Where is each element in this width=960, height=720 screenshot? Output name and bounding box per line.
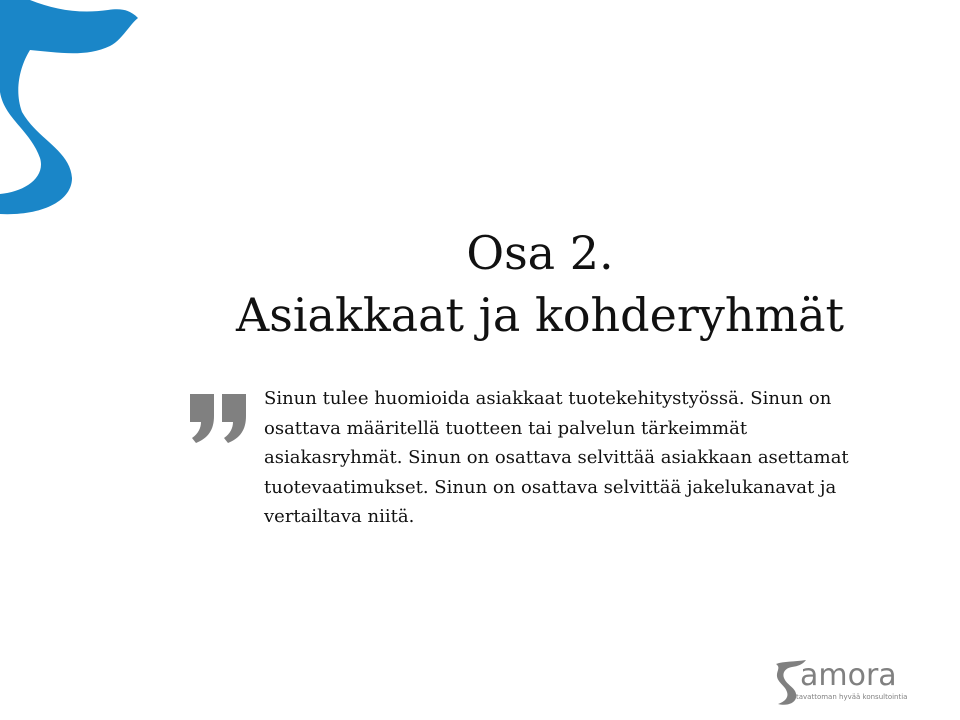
logo-wordmark: amora (800, 658, 897, 693)
quote-text: Sinun tulee huomioida asiakkaat tuotekehitystyössä. Sinun on osattava määritellä tuotteen tai palvelun tärkeimmät asiakasryhmät. Sinun on osattava selvittää asiakkaan asettamat tuotevaatimukset. Sinun on osattava selvittää jakelukanavat ja vertailtava niitä. (264, 388, 849, 527)
slide-title (140, 222, 940, 346)
title-line-1: Osa 2. (466, 226, 614, 280)
quote-mark-icon (188, 392, 250, 444)
title-line-2: Asiakkaat ja kohderyhmät (236, 288, 844, 342)
brand-swirl-graphic (0, 0, 150, 220)
samora-logo (772, 656, 912, 708)
logo-tagline: tavattoman hyvää konsultointia (796, 693, 908, 701)
